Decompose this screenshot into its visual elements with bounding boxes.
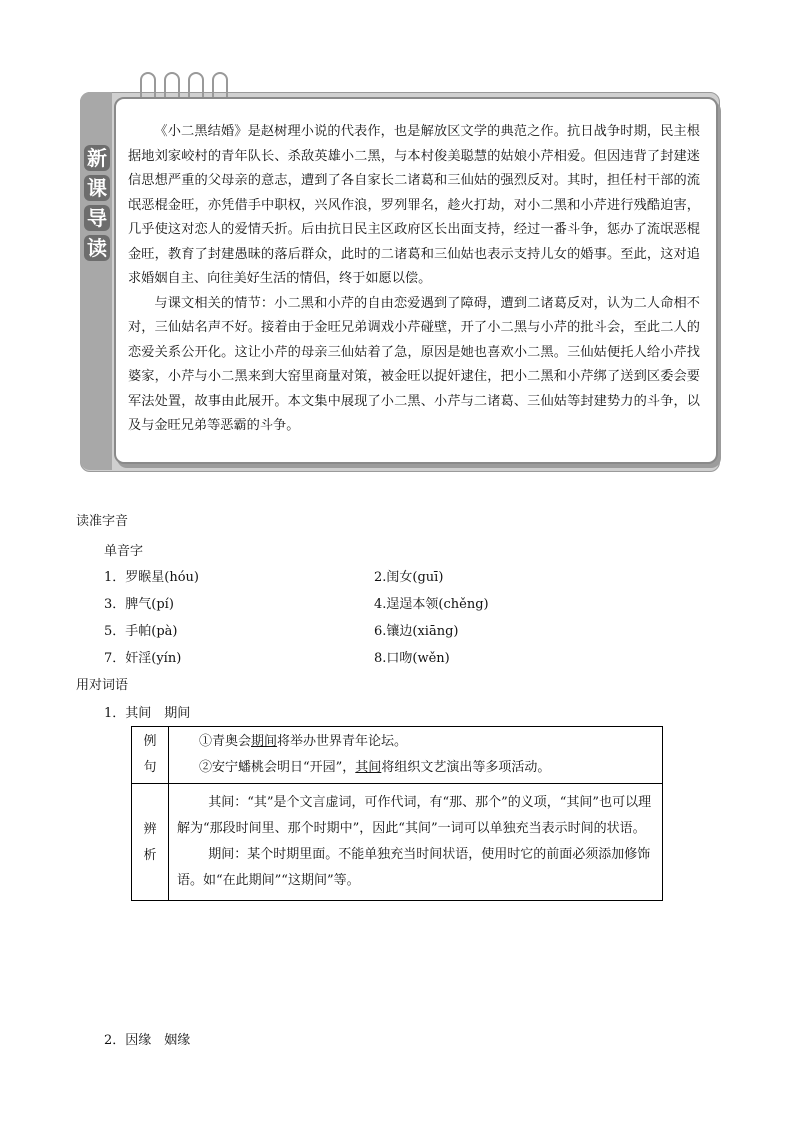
pron-item-6: 6.镶边(xiāng) <box>374 624 459 639</box>
analysis-label-char-1: 辨 <box>143 821 157 837</box>
example-label-char-2: 句 <box>143 760 157 775</box>
analysis-label-char-2: 析 <box>143 847 157 863</box>
example1-pre: ①青奥会 <box>199 734 252 749</box>
words-item-2-title: 2．因缘 姻缘 <box>104 1033 191 1048</box>
analysis-label <box>132 784 169 901</box>
pron-subheading: 单音字 <box>104 544 144 559</box>
side-char-4: 读 <box>84 235 110 261</box>
example2-underlined: 其间 <box>355 760 382 775</box>
pron-heading: 读准字音 <box>76 514 129 529</box>
words-item-1-title: 1．其间 期间 <box>104 706 191 721</box>
side-char-2: 课 <box>84 175 110 201</box>
pron-item-5: 5．手帕(pà) <box>104 624 178 639</box>
example-label-char-1: 例 <box>143 734 157 749</box>
pron-item-4: 4.逞逞本领(chěng) <box>374 597 489 612</box>
analysis-paragraph-2: 期间：某个时期里面。不能单独充当时间状语，使用时它的前面必须添加修饰语。如“在此期间”“这期间”等。 <box>177 847 651 888</box>
side-char-1: 新 <box>84 145 110 171</box>
example-sentence-1 <box>199 729 654 755</box>
intro-text <box>128 120 700 439</box>
pron-item-7: 7．奸淫(yín) <box>104 651 182 666</box>
intro-paragraph-2: 与课文相关的情节：小二黑和小芹的自由恋爱遇到了障碍，遭到二诸葛反对，认为二人命相不对，三仙姑名声不好。接着由于金旺兄弟调戏小芹碰壁，开了小二黑与小芹的批斗会，至此二人的恋爱关系公开化。这让小芹的母亲三仙姑着了急，原因是她也喜欢小二黑。三仙姑便托人给小芹找婆家，小芹与小二黑来到大窑里商量对策，被金旺以捉奸逮住，把小二黑和小芹绑了送到区委会要军法处置，故事由此展开。本文集中展现了小二黑、小芹与二诸葛、三仙姑等封建势力的斗争，以及与金旺兄弟等恶霸的斗争。 <box>128 295 700 433</box>
pron-item-3: 3．脾气(pí) <box>104 597 174 612</box>
pron-item-8: 8.口吻(wěn) <box>374 651 450 666</box>
pron-item-2: 2.闺女(guī) <box>374 570 444 585</box>
example1-post: 将举办世界青年论坛。 <box>277 734 408 749</box>
example2-pre: ②安宁蟠桃会明日“开园”， <box>199 760 356 775</box>
analysis-paragraph-1: 其间：“其”是个文言虚词，可作代词，有“那、那个”的义项，“其间”也可以理解为“那段时间里、那个时期中”，因此“其间”一词可以单独充当表示时间的状语。 <box>177 795 652 836</box>
words-heading: 用对词语 <box>76 678 129 693</box>
example-label <box>132 727 169 784</box>
analysis-text <box>169 784 663 901</box>
example-sentences <box>169 727 663 784</box>
example1-underlined: 期间 <box>251 734 278 749</box>
example2-post: 将组织文艺演出等多项活动。 <box>381 760 551 775</box>
example-sentence-2 <box>199 755 654 781</box>
intro-paragraph-1: 《小二黑结婚》是赵树理小说的代表作，也是解放区文学的典范之作。抗日战争时期，民主根据地刘家峧村的青年队长、杀敌英雄小二黑，与本村俊美聪慧的姑娘小芹相爱。但因违背了封建迷信思想严重的父母亲的意志，遭到了各自家长二诸葛和三仙姑的强烈反对。其时，担任村干部的流氓恶棍金旺，亦凭借手中职权，兴风作浪，罗列罪名，趁火打劫，对小二黑和小芹进行残酷迫害，几乎使这对恋人的爱情夭折。后由抗日民主区政府区长出面支持，经过一番斗争，惩办了流氓恶棍金旺，教育了封建愚昧的落后群众，此时的二诸葛和三仙姑也表示支持儿女的婚事。至此，这对追求婚姻自主、向往美好生活的情侣，终于如愿以偿。 <box>128 124 700 286</box>
word-comparison-table <box>131 726 663 901</box>
side-char-3: 导 <box>84 205 110 231</box>
pron-item-1: 1．罗睺星(hóu) <box>104 570 199 585</box>
